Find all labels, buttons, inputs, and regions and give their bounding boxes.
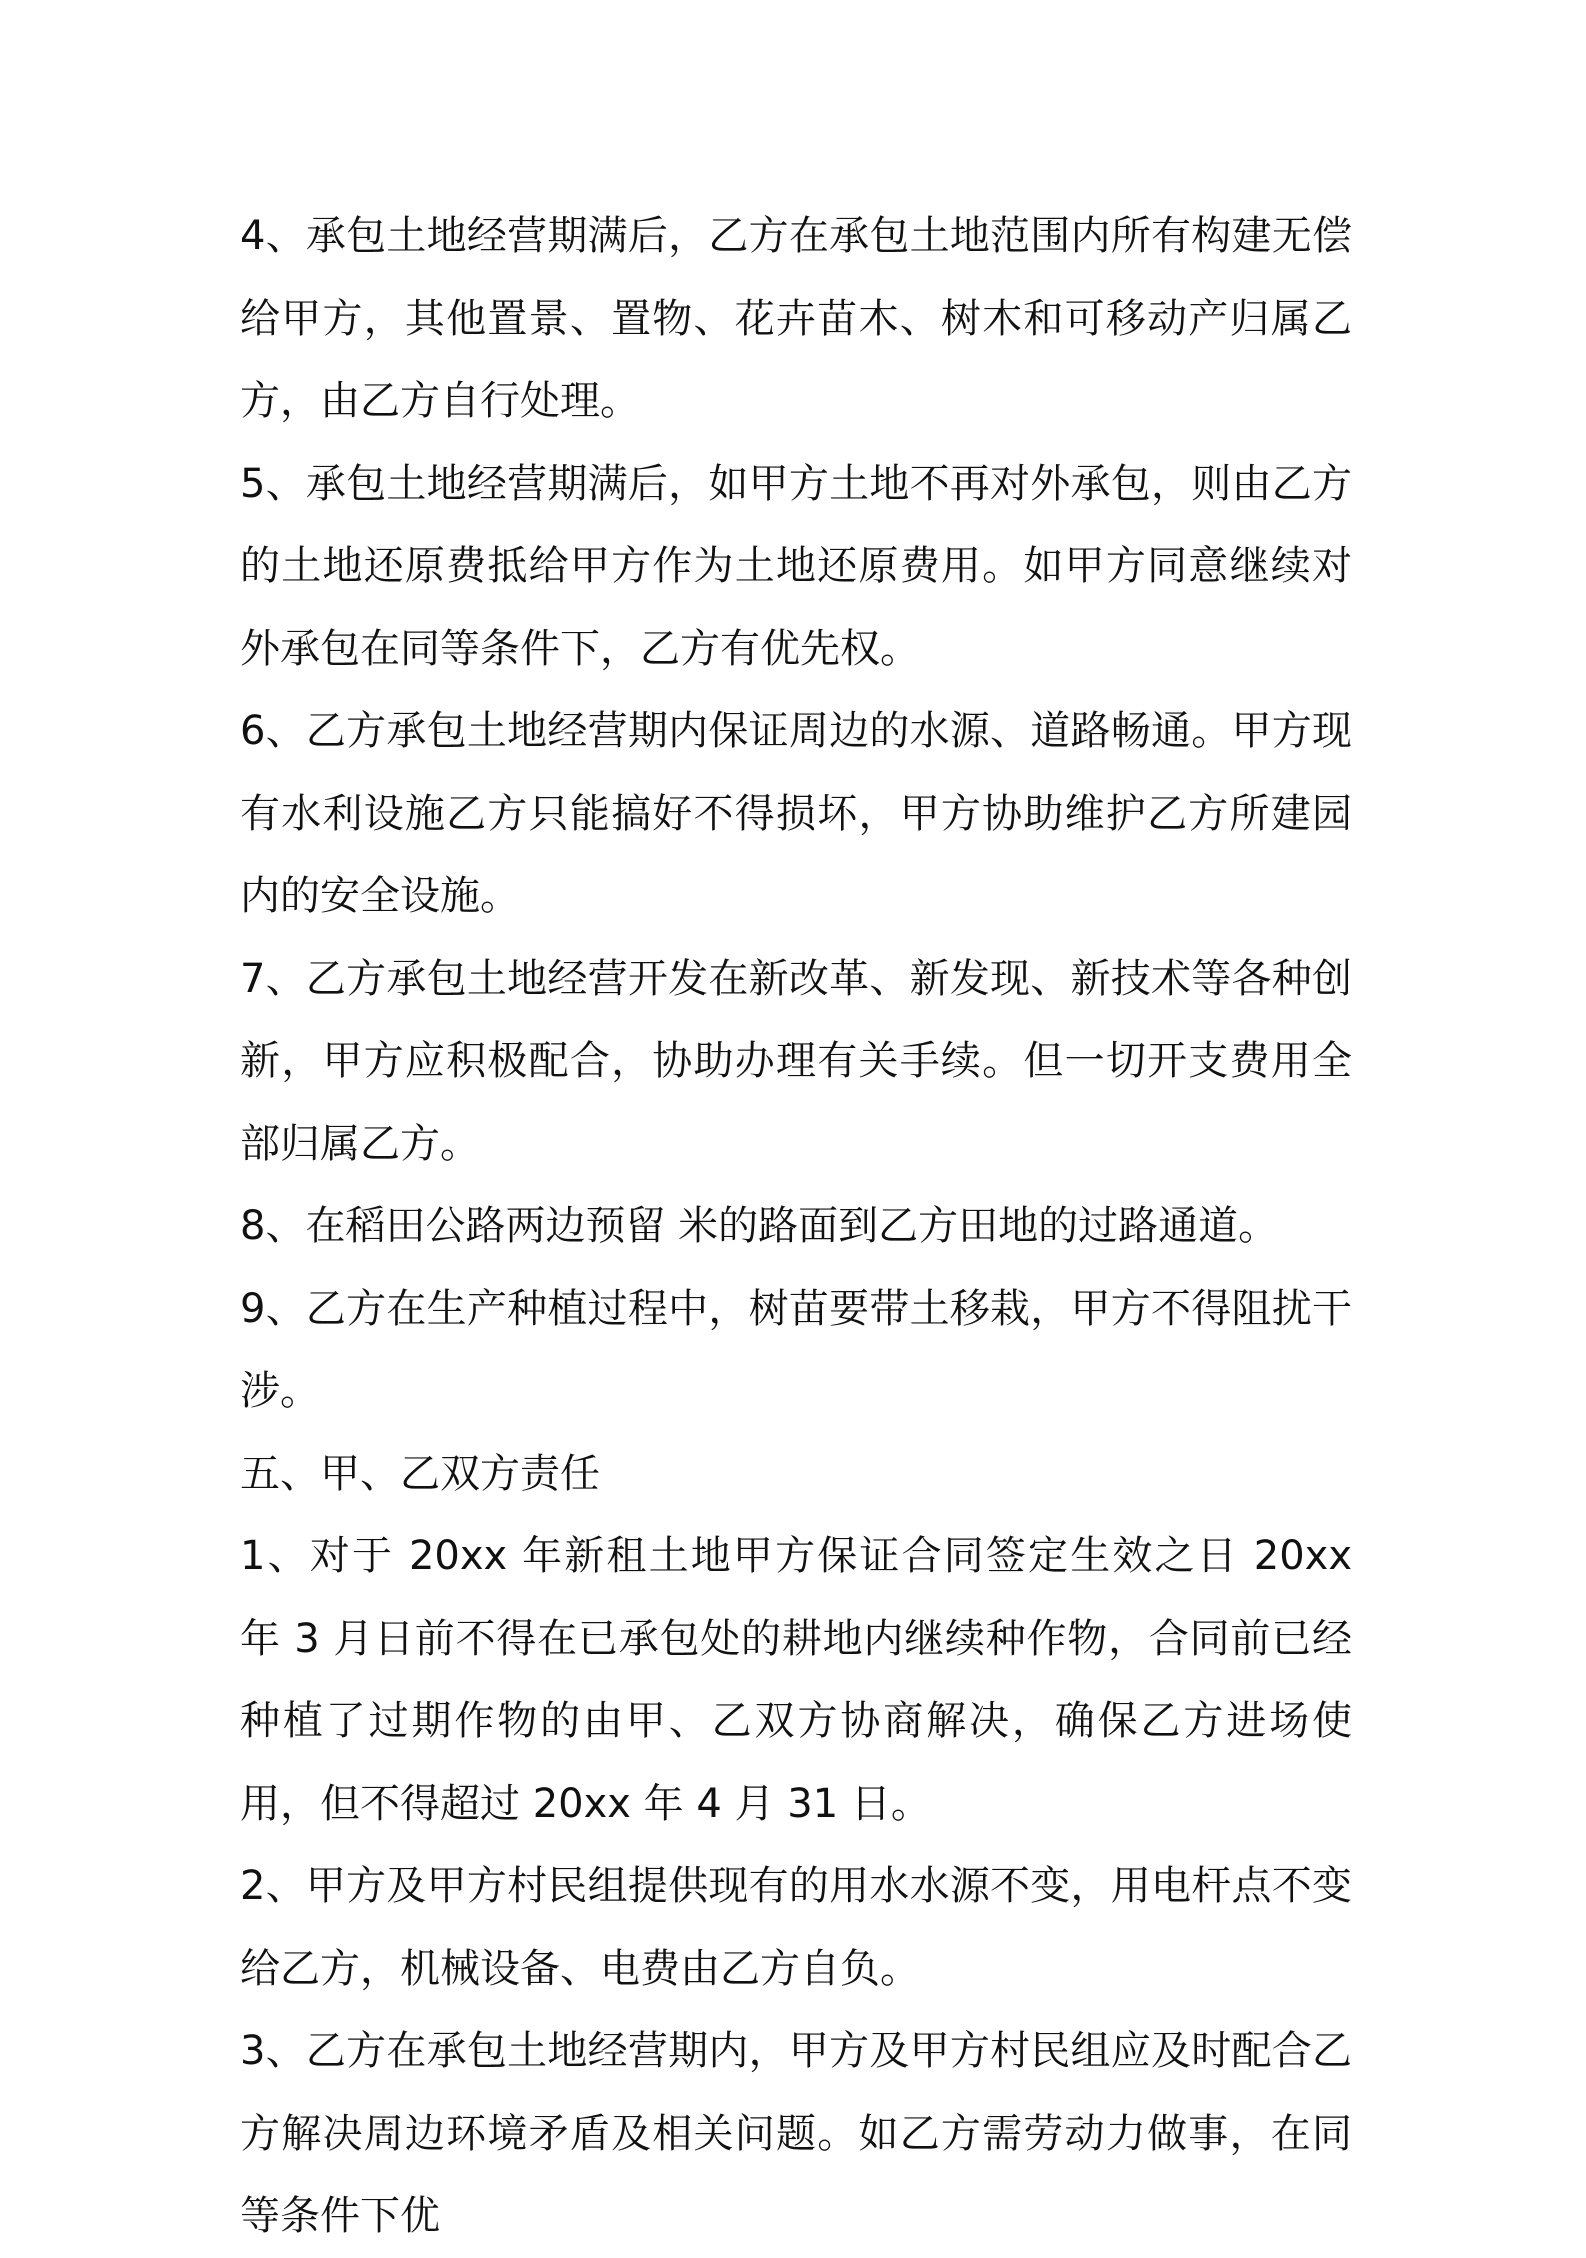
clause-6: 6、乙方承包土地经营期内保证周边的水源、道路畅通。甲方现有水利设施乙方只能搞好不得损坏，甲方协助维护乙方所建园内的安全设施。 — [240, 708, 1352, 919]
clause-5: 5、承包土地经营期满后，如甲方土地不再对外承包，则由乙方的土地还原费抵给甲方作为土地还原费用。如甲方同意继续对外承包在同等条件下，乙方有优先权。 — [240, 460, 1352, 672]
clause-9: 9、乙方在生产种植过程中，树苗要带土移栽，甲方不得阻扰干涉。 — [240, 1285, 1352, 1414]
section-heading-responsibilities: 五、甲、乙双方责任 — [240, 1450, 600, 1497]
responsibility-3: 3、乙方在承包土地经营期内，甲方及甲方村民组应及时配合乙方解决周边环境矛盾及相关问题。如乙方需劳动力做事，在同等条件下优 — [240, 2028, 1352, 2239]
clause-4: 4、承包土地经营期满后，乙方在承包土地范围内所有构建无偿给甲方，其他置景、置物、花卉苗木、树木和可移动产归属乙方，由乙方自行处理。 — [240, 213, 1352, 424]
document-body — [240, 195, 1352, 2258]
responsibility-2: 2、甲方及甲方村民组提供现有的用水水源不变，用电杆点不变给乙方，机械设备、电费由乙方自负。 — [240, 1863, 1352, 1992]
clause-7: 7、乙方承包土地经营开发在新改革、新发现、新技术等各种创新，甲方应积极配合，协助办理有关手续。但一切开支费用全部归属乙方。 — [240, 955, 1352, 1167]
responsibility-1: 1、对于 20xx 年新租土地甲方保证合同签定生效之日 20xx 年 3 月日前不得在已承包处的耕地内继续种作物，合同前已经种植了过期作物的由甲、乙双方协商解决，确保乙方进场使用，但不得超过 20xx 年 4 月 31 日。 — [240, 1533, 1352, 1827]
clause-8: 8、在稻田公路两边预留 米的路面到乙方田地的过路通道。 — [240, 1203, 1279, 1249]
